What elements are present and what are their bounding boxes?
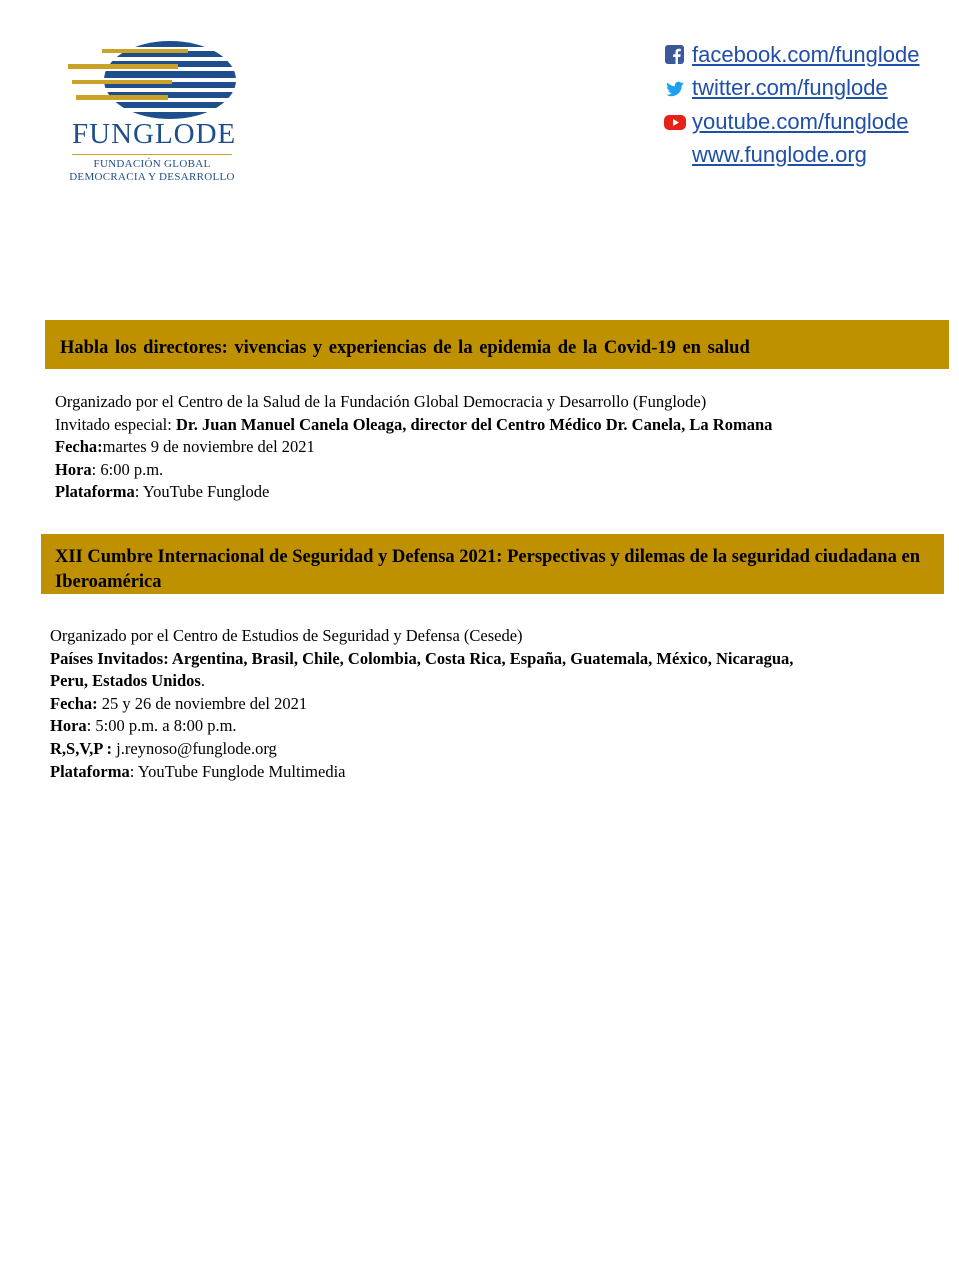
event-2-date (50, 693, 793, 716)
facebook-link[interactable]: facebook.com/funglode (692, 41, 920, 67)
logo-emblem (68, 40, 238, 120)
event-1-details (55, 391, 772, 504)
facebook-icon (664, 44, 686, 66)
twitter-link[interactable]: twitter.com/funglode (692, 75, 888, 101)
website-link[interactable]: www.funglode.org (692, 142, 867, 168)
event-1-date-value: martes 9 de noviembre del 2021 (102, 437, 315, 457)
event-1-platform-label: Plataforma (55, 482, 135, 502)
event-2-details (50, 625, 793, 783)
event-2-countries-line1: Países Invitados: Argentina, Brasil, Chile, Colombia, Costa Rica, España, Guatemala, México, Nicaragua, (50, 648, 794, 668)
event-1-time-value: : 6:00 p.m. (91, 459, 164, 479)
event-2-countries-end: . (200, 671, 205, 691)
logo-subtitle-line2: DEMOCRACIA Y DESARROLLO (69, 171, 235, 183)
event-1-time-label: Hora (55, 459, 92, 479)
event-1-date (55, 436, 772, 459)
event-2-rsvp-value: j.reynoso@funglode.org (112, 738, 277, 758)
twitter-icon (664, 78, 686, 100)
event-2-countries-line2-text: Peru, Estados Unidos (50, 671, 201, 691)
event-2-countries-line2 (50, 670, 793, 693)
event-1-time (55, 459, 772, 482)
event-2-platform-value: : YouTube Funglode Multimedia (129, 761, 346, 781)
event-2-date-label: Fecha: (50, 693, 98, 713)
event-2-date-value: 25 y 26 de noviembre del 2021 (97, 693, 308, 713)
event-2-rsvp (50, 738, 793, 761)
logo-name: FUNGLODE (72, 118, 237, 150)
event-2-time-label: Hora (50, 716, 87, 736)
funglode-logo (68, 40, 238, 190)
event-1-guest (55, 414, 772, 437)
event-1-guest-value: Dr. Juan Manuel Canela Oleaga, director del Centro Médico Dr. Canela, La Romana (175, 414, 773, 434)
event-1-platform (55, 481, 772, 504)
event-1-title: Habla los directores: vivencias y experiencias de la epidemia de la Covid-19 en salud (60, 338, 750, 358)
event-2-title: XII Cumbre Internacional de Seguridad y Defensa 2021: Perspectivas y dilemas de la seguridad ciudadana en Iberoamérica (55, 547, 920, 592)
event-2-platform (50, 761, 793, 784)
event-2-time (50, 715, 793, 738)
logo-divider (72, 154, 232, 155)
event-2-time-value: : 5:00 p.m. a 8:00 p.m. (86, 716, 237, 736)
event-1-guest-label: Invitado especial: (55, 414, 172, 434)
event-1-date-label: Fecha: (55, 437, 103, 457)
youtube-icon (662, 111, 688, 133)
event-2-rsvp-label: R,S,V,P : (50, 738, 113, 758)
youtube-link[interactable]: youtube.com/funglode (692, 108, 909, 134)
event-1-platform-value: : YouTube Funglode (134, 482, 270, 502)
event-1-title-banner (45, 320, 949, 369)
logo-subtitle-line1: FUNDACIÓN GLOBAL (93, 158, 211, 170)
event-2-platform-label: Plataforma (50, 761, 130, 781)
event-2-title-banner (41, 534, 944, 594)
event-2-organizer: Organizado por el Centro de Estudios de Seguridad y Defensa (Cesede) (50, 626, 523, 645)
event-1-organizer: Organizado por el Centro de la Salud de la Fundación Global Democracia y Desarrollo (Funglode) (55, 392, 707, 411)
